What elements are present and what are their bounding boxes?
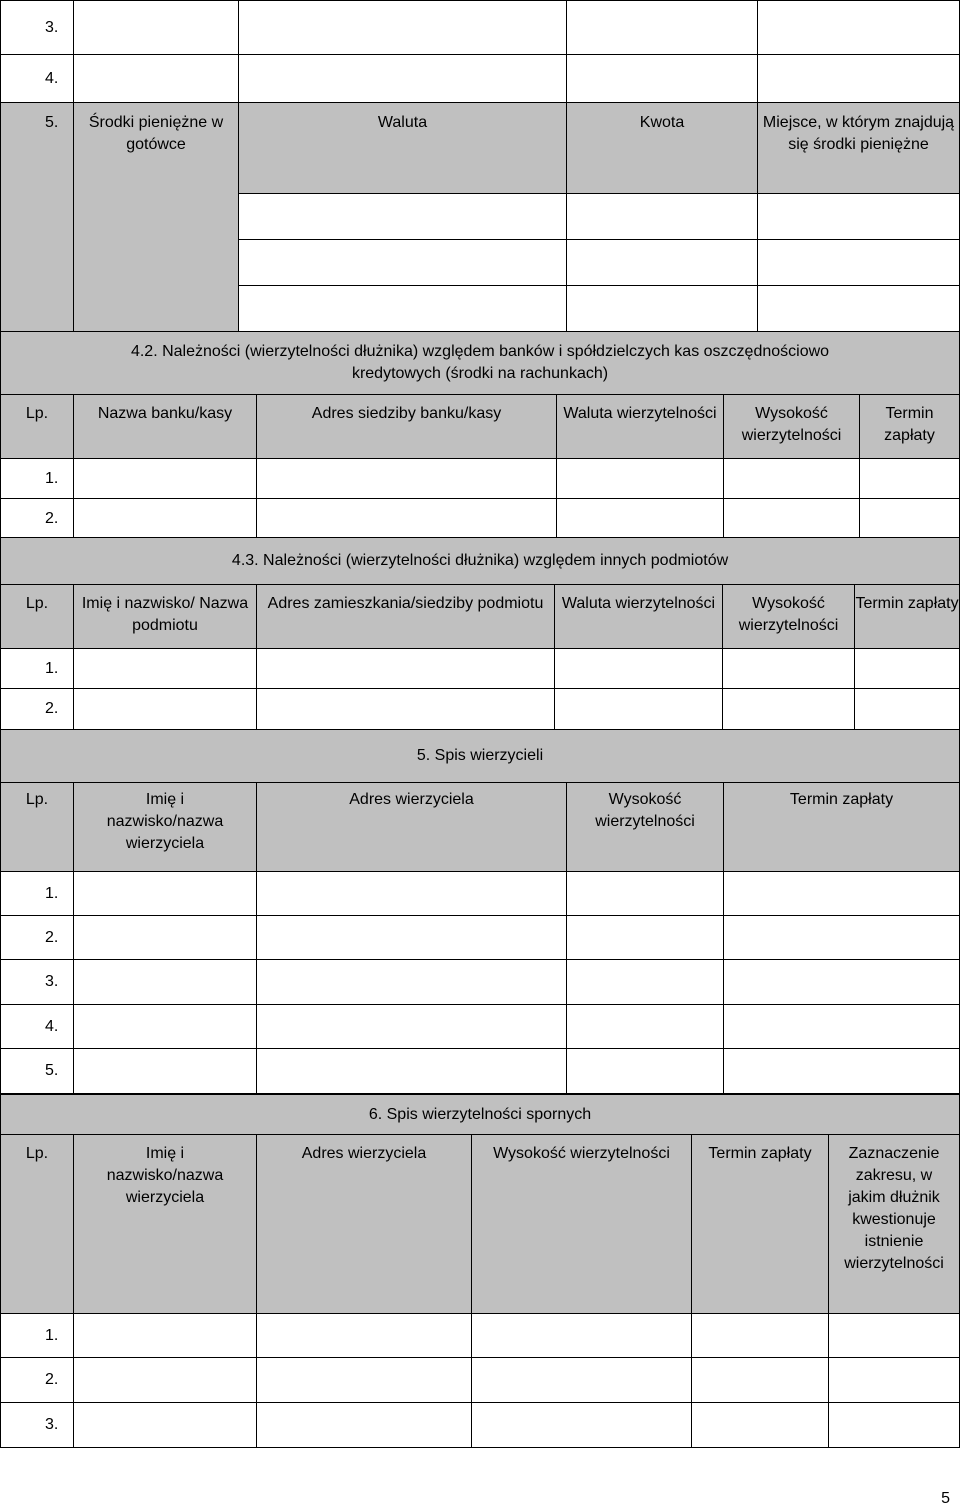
column-header: Nazwa banku/kasy xyxy=(74,395,257,459)
table-cell xyxy=(723,649,855,689)
table-cell xyxy=(472,1314,692,1358)
table-cell xyxy=(555,689,723,730)
table-cell xyxy=(567,240,758,286)
table-cell xyxy=(860,499,960,539)
table-cell xyxy=(257,1358,472,1403)
column-header: Waluta wierzytelności xyxy=(555,585,723,649)
table-cell xyxy=(567,286,758,332)
table-cell xyxy=(724,499,860,539)
table-cell xyxy=(74,1403,257,1448)
table-cell xyxy=(758,286,960,332)
table-cell xyxy=(74,55,239,103)
row-number: 4. xyxy=(1,55,74,103)
row-number: 1. xyxy=(1,459,74,499)
cash-label: Środki pieniężne w gotówce xyxy=(74,103,239,332)
section-title: 4.2. Należności (wierzytelności dłużnika) względem banków i spółdzielczych kas oszczędnościowo kredytowych (środki na rachunkach) xyxy=(1,332,960,395)
table-cell xyxy=(74,1005,257,1049)
table-cell xyxy=(567,55,758,103)
row-number: 3. xyxy=(1,1,74,55)
disputed-claims-table xyxy=(0,1094,960,1448)
table-cell xyxy=(239,194,567,240)
table-cell xyxy=(74,1049,257,1094)
table-cell xyxy=(257,689,555,730)
table-cell xyxy=(257,459,557,499)
column-header: Adres wierzyciela xyxy=(257,783,567,872)
column-header: Termin zapłaty xyxy=(692,1135,829,1314)
table-cell xyxy=(567,916,724,960)
table-cell xyxy=(829,1403,960,1448)
table-cell xyxy=(239,1,567,55)
table-cell xyxy=(758,1,960,55)
column-header: Lp. xyxy=(1,585,74,649)
table-cell xyxy=(257,1403,472,1448)
row-number: 1. xyxy=(1,649,74,689)
table-cell xyxy=(257,872,567,916)
column-header: Wysokość wierzytelności xyxy=(567,783,724,872)
table-cell xyxy=(239,240,567,286)
row-number: 2. xyxy=(1,1358,74,1403)
column-header: Termin zapłaty xyxy=(860,395,960,459)
row-number: 1. xyxy=(1,872,74,916)
table-cell xyxy=(855,649,960,689)
table-cell xyxy=(257,499,557,539)
table-cell xyxy=(257,1005,567,1049)
table-cell xyxy=(758,194,960,240)
table-cell xyxy=(829,1314,960,1358)
page-number: 5 xyxy=(941,1490,950,1507)
column-header: Imię i nazwisko/ Nazwa podmiotu xyxy=(74,585,257,649)
table-cell xyxy=(829,1358,960,1403)
table-cell xyxy=(567,194,758,240)
table-cell xyxy=(724,459,860,499)
table-cell xyxy=(257,1049,567,1094)
table-cell xyxy=(472,1403,692,1448)
table-cell xyxy=(74,499,257,539)
table-cell xyxy=(567,1,758,55)
column-header: Wysokość wierzytelności xyxy=(724,395,860,459)
table-cell xyxy=(724,916,960,960)
table-cell xyxy=(724,960,960,1005)
section-title: 5. Spis wierzycieli xyxy=(1,730,960,783)
table-cell xyxy=(692,1358,829,1403)
table-cell xyxy=(239,286,567,332)
row-number: 2. xyxy=(1,916,74,960)
table-cell xyxy=(692,1403,829,1448)
column-header: Adres zamieszkania/siedziby podmiotu xyxy=(257,585,555,649)
bank-receivables-table xyxy=(0,331,960,539)
table-cell xyxy=(74,872,257,916)
table-cell xyxy=(257,649,555,689)
table-cell xyxy=(855,689,960,730)
column-header: Zaznaczenie zakresu, w jakim dłużnik kwestionuje istnienie wierzytelności xyxy=(829,1135,960,1314)
table-cell xyxy=(74,459,257,499)
column-header: Lp. xyxy=(1,1135,74,1314)
row-number: 2. xyxy=(1,499,74,539)
column-header: Adres siedziby banku/kasy xyxy=(257,395,557,459)
column-header: Imię i nazwisko/nazwa wierzyciela xyxy=(74,1135,257,1314)
cash-table xyxy=(0,0,960,332)
table-cell xyxy=(758,240,960,286)
row-number: 2. xyxy=(1,689,74,730)
section-title: 6. Spis wierzytelności spornych xyxy=(1,1095,960,1135)
table-cell xyxy=(257,916,567,960)
table-cell xyxy=(724,872,960,916)
column-header: Imię i nazwisko/nazwa wierzyciela xyxy=(74,783,257,872)
table-cell xyxy=(555,649,723,689)
column-header: Adres wierzyciela xyxy=(257,1135,472,1314)
table-cell xyxy=(692,1314,829,1358)
table-cell xyxy=(257,960,567,1005)
table-cell xyxy=(74,689,257,730)
row-number: 5. xyxy=(1,1049,74,1094)
table-cell xyxy=(74,960,257,1005)
table-cell xyxy=(472,1358,692,1403)
column-header: Waluta xyxy=(239,103,567,194)
table-cell xyxy=(257,1314,472,1358)
table-cell xyxy=(724,1005,960,1049)
table-cell xyxy=(724,1049,960,1094)
table-cell xyxy=(557,459,724,499)
creditors-table xyxy=(0,729,960,1094)
row-number: 3. xyxy=(1,1403,74,1448)
column-header: Termin zapłaty xyxy=(855,585,960,649)
column-header: Miejsce, w którym znajdują się środki pieniężne xyxy=(758,103,960,194)
table-cell xyxy=(74,1,239,55)
table-cell xyxy=(567,1005,724,1049)
row-number: 3. xyxy=(1,960,74,1005)
table-cell xyxy=(239,55,567,103)
column-header: Termin zapłaty xyxy=(724,783,960,872)
column-header: Lp. xyxy=(1,395,74,459)
table-cell xyxy=(567,872,724,916)
table-cell xyxy=(758,55,960,103)
column-header: Waluta wierzytelności xyxy=(557,395,724,459)
table-cell xyxy=(860,459,960,499)
other-receivables-table xyxy=(0,537,960,730)
row-number: 4. xyxy=(1,1005,74,1049)
table-cell xyxy=(557,499,724,539)
section-title: 4.3. Należności (wierzytelności dłużnika) względem innych podmiotów xyxy=(1,538,960,585)
table-cell xyxy=(567,960,724,1005)
table-cell xyxy=(567,1049,724,1094)
column-header: Wysokość wierzytelności xyxy=(472,1135,692,1314)
column-header: Kwota xyxy=(567,103,758,194)
table-cell xyxy=(74,1358,257,1403)
table-cell xyxy=(74,916,257,960)
table-cell xyxy=(723,689,855,730)
row-number: 1. xyxy=(1,1314,74,1358)
column-header: Lp. xyxy=(1,783,74,872)
table-cell xyxy=(74,1314,257,1358)
row-number: 5. xyxy=(1,103,74,332)
column-header: Wysokość wierzytelności xyxy=(723,585,855,649)
table-cell xyxy=(74,649,257,689)
